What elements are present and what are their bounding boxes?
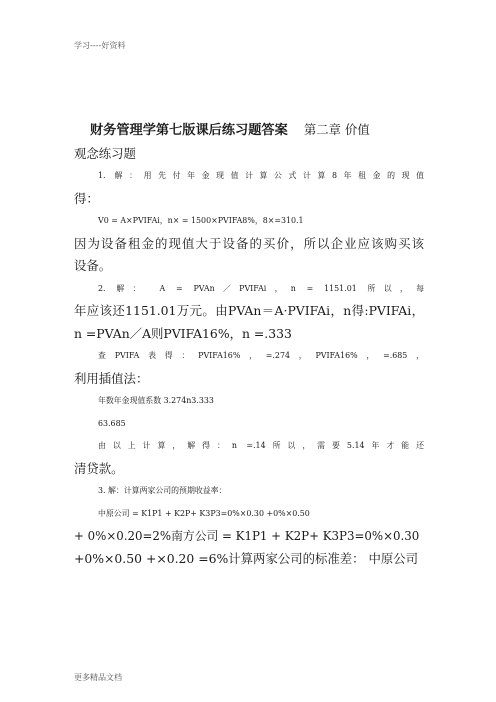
text-line: 利用插值法：	[74, 370, 149, 386]
text-line: 得：	[74, 190, 99, 206]
text-line: 清贷款。	[74, 460, 124, 476]
document-body	[74, 119, 424, 570]
document-title: 财务管理学第七版课后练习题答案	[90, 123, 288, 138]
text-line: n =PVAn／A则PVIFA16%，n =.333	[74, 325, 292, 341]
chapter-title-cont: 观念练习题	[74, 145, 136, 161]
text-line: 1. 解：用先付年金现值计算公式计算8年租金的现值	[98, 171, 424, 180]
text-line: +0%×0.50 +×0.20 =6%计算两家公司的标准差： 中原公司	[74, 550, 419, 566]
text-line: 63.685	[98, 418, 126, 428]
text-line: V0 = A×PVIFAi，n× = 1500×PVIFA8%，8×=310.1	[98, 216, 304, 225]
chapter-title: 第二章 价值	[303, 122, 370, 137]
text-line: + 0%×0.20=2%南方公司 = K1P1 + K2P+ K3P3=0%×0.30	[74, 529, 420, 543]
document-title-line	[74, 119, 424, 143]
page-header-label: 学习----好资料	[74, 41, 126, 50]
text-line: 因为设备租金的现值大于设备的买价，所以企业应该购买该	[74, 235, 424, 251]
text-line: 中原公司 = K1P1 + K2P+ K3P3=0%×0.30 +0%×0.50	[98, 508, 310, 518]
text-line: 3. 解：计算两家公司的预期收益率：	[98, 486, 227, 495]
page-footer-label: 更多精品文档	[74, 673, 122, 682]
text-line: 年应该还1151.01万元。由PVAn＝A·PVIFAi，n得:PVIFAi，	[74, 303, 424, 318]
text-line: 由以上计算，解得：n =.14所以，需要5.14年才能还	[98, 441, 424, 450]
text-line: 年数年金现值系数 3.274n3.333	[98, 396, 214, 405]
text-line: 设备。	[74, 258, 112, 273]
text-line: 查PVIFA表得：PVIFA16%，=.274，PVIFA16%，=.685，	[98, 351, 424, 360]
text-line: 2. 解： A = PVAn／PVIFAi，n = 1151.01 所以，每	[98, 283, 424, 293]
